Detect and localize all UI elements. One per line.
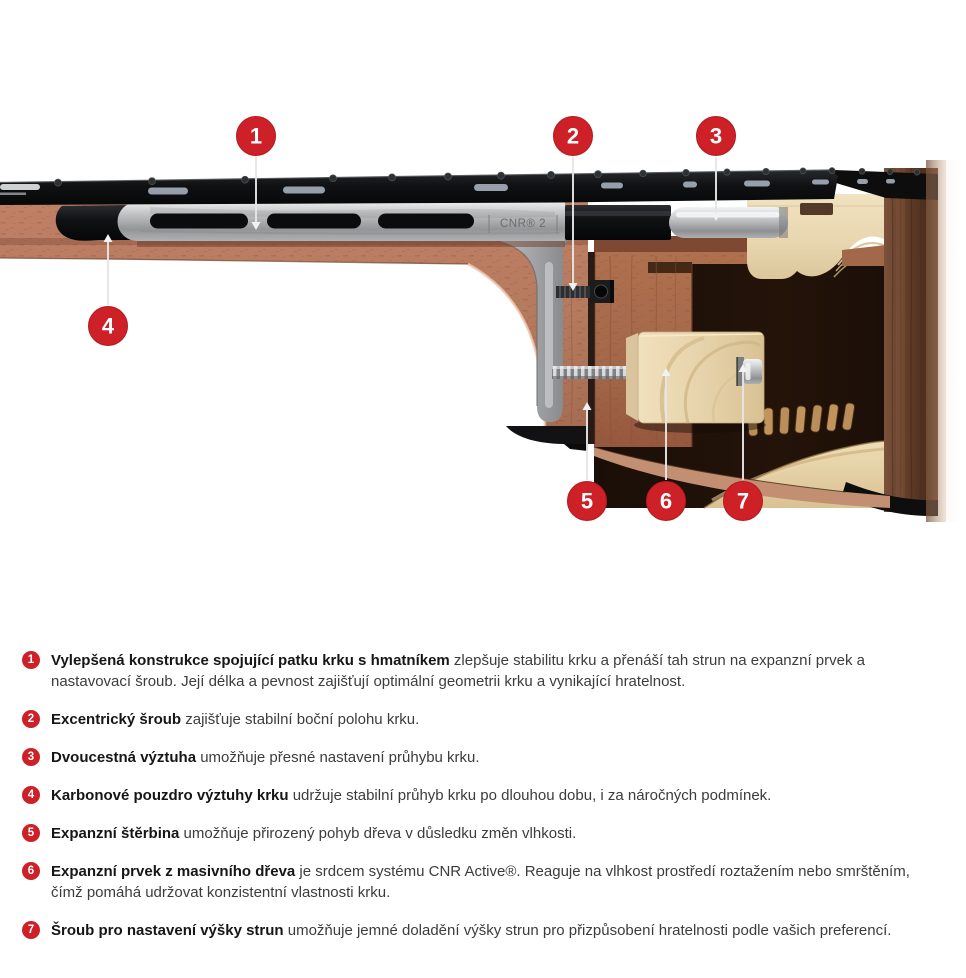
legend-text xyxy=(51,861,924,903)
callout-number: 6 xyxy=(659,488,673,514)
legend-text xyxy=(51,747,480,768)
legend-term: Dvoucestná výztuha xyxy=(51,749,197,766)
legend-text xyxy=(51,920,891,941)
legend-description: zajišťuje stabilní boční polohu krku. xyxy=(181,711,420,728)
frame-slot xyxy=(267,214,361,229)
legend-description: je srdcem systému CNR Active®. Reaguje na vlhkost prostředí roztažením nebo smrštěním, čímž pomáhá udržovat konzistentní vlastnosti krku. xyxy=(51,863,910,901)
legend-item-1 xyxy=(22,650,924,692)
legend-term: Šroub pro nastavení výšky strun xyxy=(51,922,284,939)
legend-term: Expanzní prvek z masivního dřeva xyxy=(51,863,296,880)
callout-number: 3 xyxy=(709,123,723,149)
truss-rod-sleeve xyxy=(565,205,671,240)
legend-term: Vylepšená konstrukce spojující patku krku s hmatníkem xyxy=(51,652,450,669)
legend-item-6 xyxy=(22,861,924,903)
callout-3 xyxy=(697,117,736,222)
legend-text xyxy=(51,785,771,806)
neck-block-slot xyxy=(800,203,833,215)
outer-edge-fade xyxy=(926,160,966,522)
legend-item-7 xyxy=(22,920,924,941)
heel-cap xyxy=(506,426,588,444)
cnr-engraving: CNR® 2 xyxy=(500,218,546,230)
legend-description: umožňuje jemné doladění výšky strun pro přizpůsobení hratelnosti podle vašich preferencí. xyxy=(283,922,892,939)
legend-number-badge: 3 xyxy=(22,748,40,766)
callout-number: 1 xyxy=(249,123,263,149)
callout-number: 2 xyxy=(566,123,580,149)
legend-list xyxy=(0,650,966,941)
fretboard xyxy=(0,168,920,205)
legend-number-badge: 5 xyxy=(22,824,40,842)
legend-term: Expanzní štěrbina xyxy=(51,825,180,842)
legend-term: Karbonové pouzdro výztuhy krku xyxy=(51,787,289,804)
frame-slot xyxy=(150,214,248,229)
aluminum-frame xyxy=(118,202,566,247)
legend-text xyxy=(51,650,924,692)
legend-text xyxy=(51,709,419,730)
legend-description: zlepšuje stabilitu krku a přenáší tah strun na expanzní prvek a nastavovací šroub. Její délka a pevnost zajišťují optimální geometrii krku a vynikající hratelnost. xyxy=(51,652,865,690)
legend-number-badge: 2 xyxy=(22,710,40,728)
truss-rod xyxy=(669,207,788,238)
callout-number: 7 xyxy=(736,488,750,514)
legend-description: umožňuje přirozený pohyb dřeva v důsledku změn vlhkosti. xyxy=(179,825,577,842)
legend-text xyxy=(51,823,576,844)
legend-number-badge: 7 xyxy=(22,921,40,939)
callout-number: 4 xyxy=(101,313,115,339)
legend-number-badge: 1 xyxy=(22,651,40,669)
legend-number-badge: 4 xyxy=(22,786,40,804)
legend-item-2 xyxy=(22,709,924,730)
legend-item-5 xyxy=(22,823,924,844)
legend-item-4 xyxy=(22,785,924,806)
frame-slot xyxy=(378,214,474,229)
callout-number: 5 xyxy=(580,488,594,514)
legend-description: udržuje stabilní průhyb krku po dlouhou dobu, i za náročných podmínek. xyxy=(288,787,772,804)
legend-item-3 xyxy=(22,747,924,768)
legend-term: Excentrický šroub xyxy=(51,711,182,728)
legend-number-badge: 6 xyxy=(22,862,40,880)
legend-description: umožňuje přesné nastavení průhybu krku. xyxy=(196,749,480,766)
